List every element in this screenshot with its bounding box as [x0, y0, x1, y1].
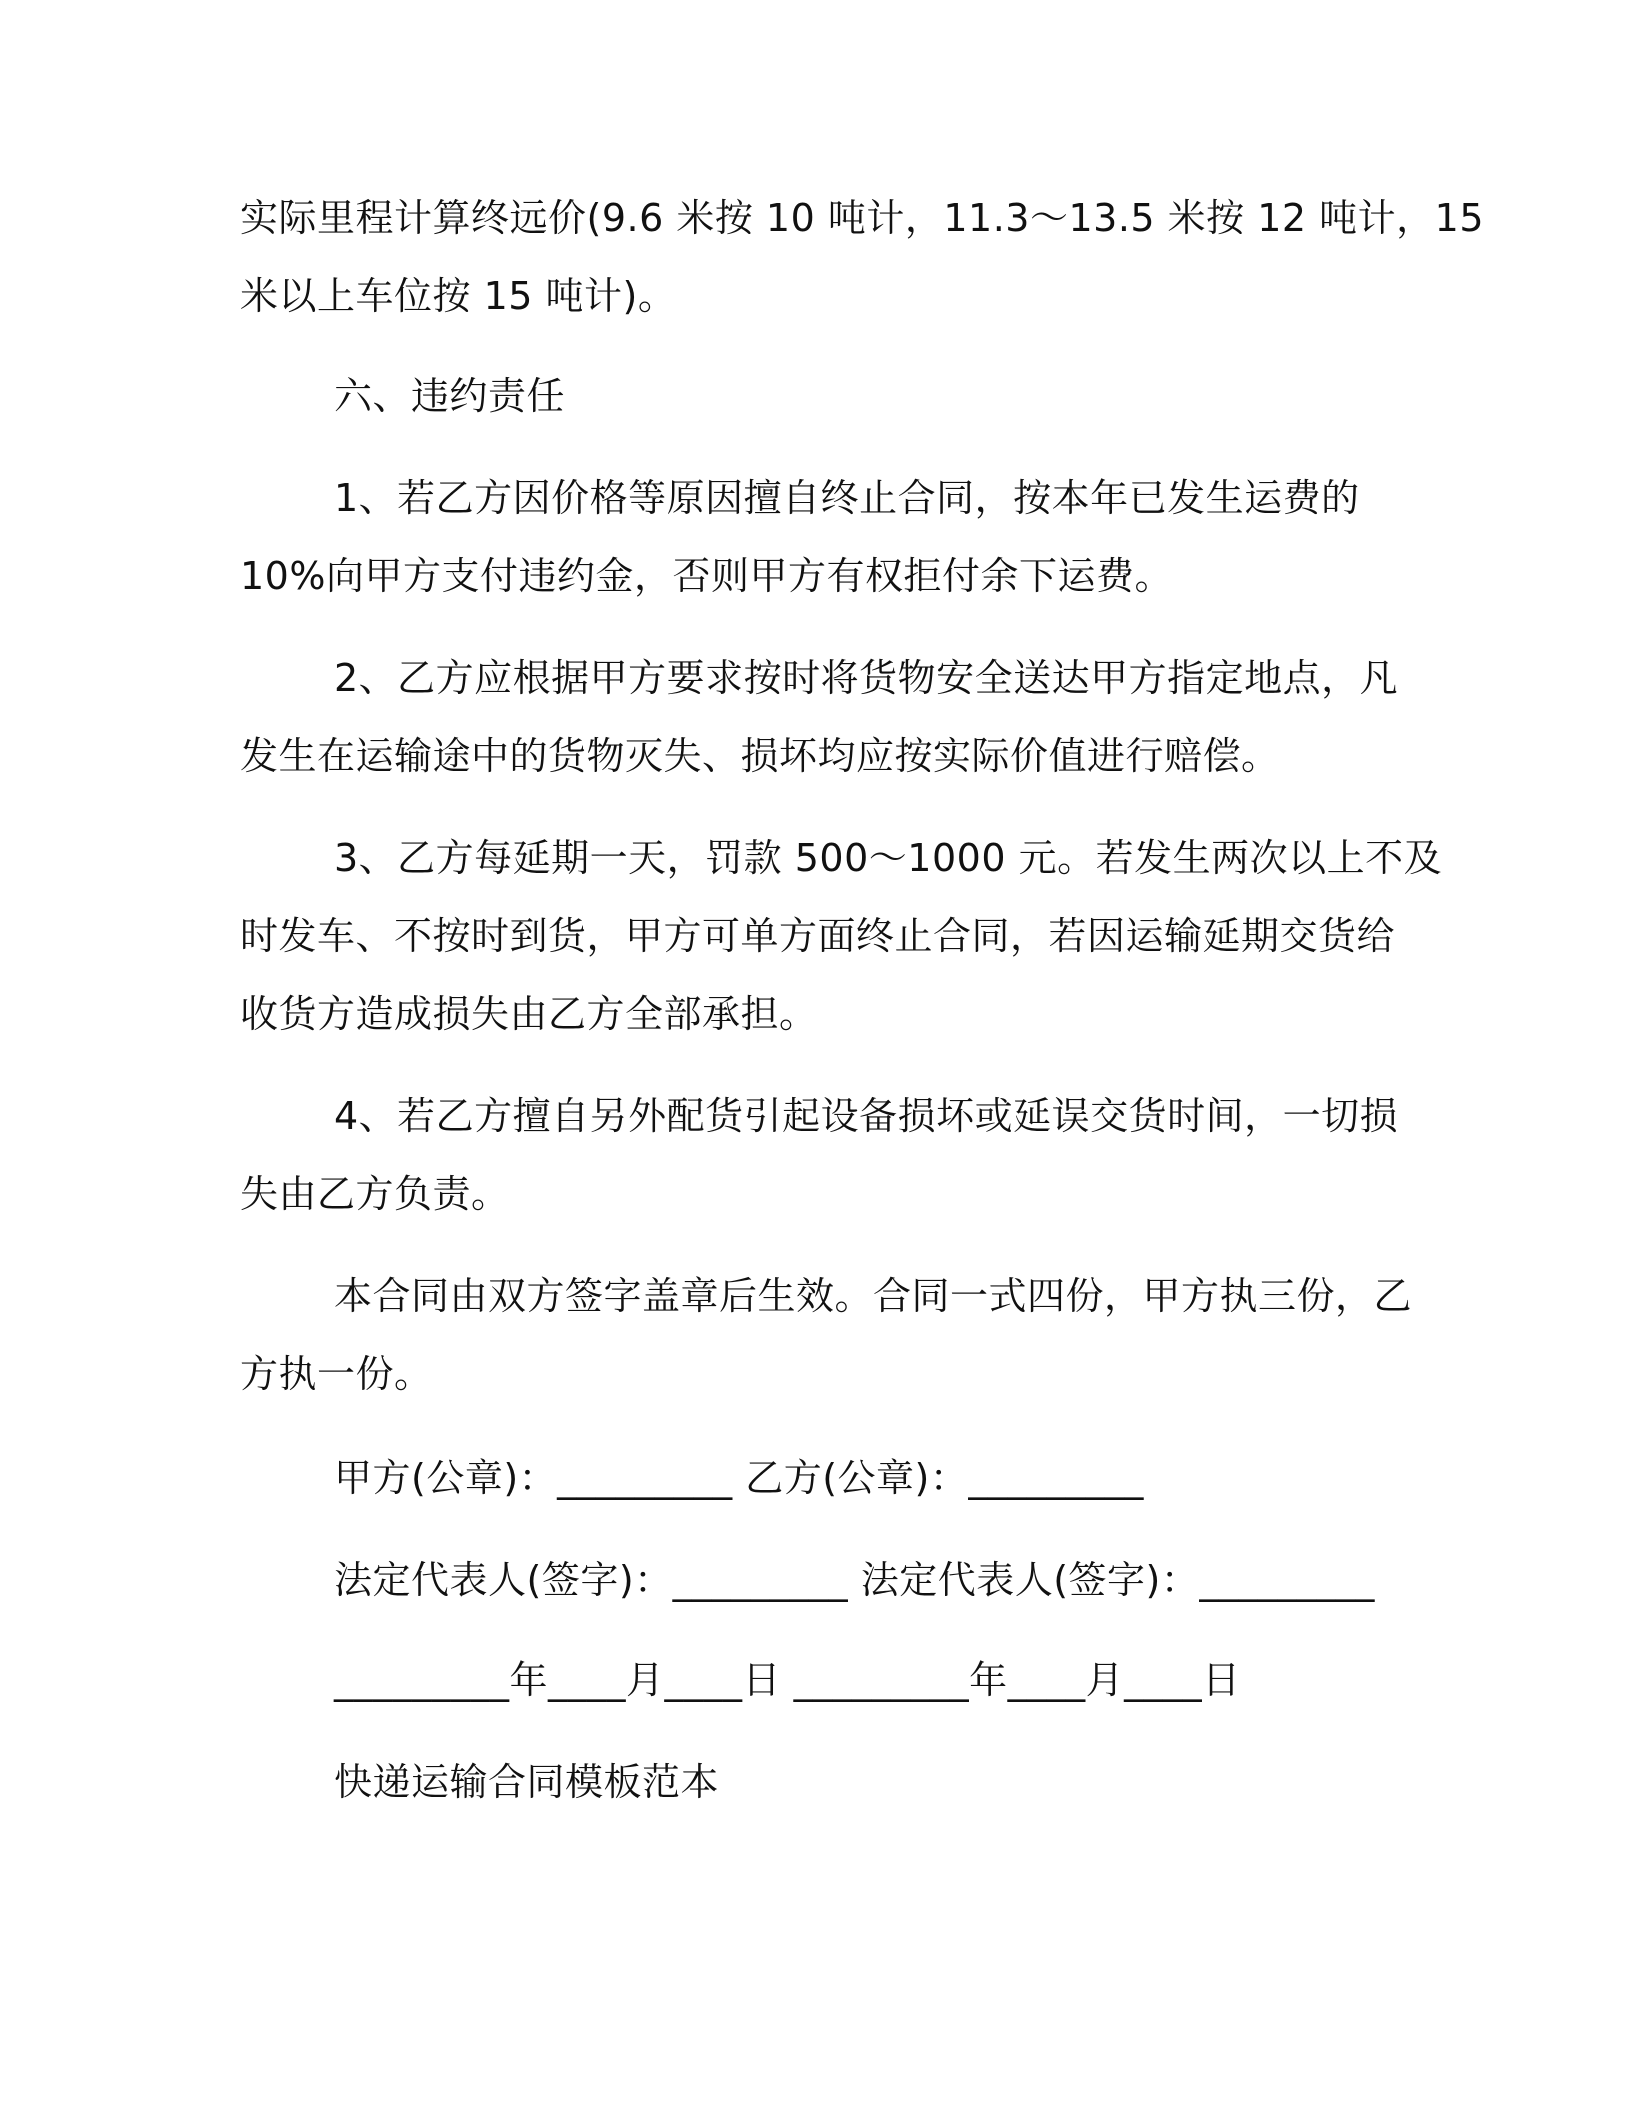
signature-representative-line: 法定代表人(签字)：_________ 法定代表人(签字)：_________ — [334, 1558, 1375, 1602]
clause-4-line-2: 失由乙方负责。 — [240, 1172, 510, 1216]
signature-seal-line: 甲方(公章)：_________ 乙方(公章)：_________ — [334, 1456, 1144, 1500]
text-line-1: 实际里程计算终远价(9.6 米按 10 吨计，11.3～13.5 米按 12 吨计，15 — [240, 196, 1485, 240]
effectiveness-line-2: 方执一份。 — [240, 1352, 433, 1396]
document-title-next: 快递运输合同模板范本 — [334, 1760, 720, 1804]
clause-3-line-2: 时发车、不按时到货，甲方可单方面终止合同，若因运输延期交货给 — [240, 914, 1396, 958]
clause-2-line-2: 发生在运输途中的货物灭失、损坏均应按实际价值进行赔偿。 — [240, 734, 1280, 778]
clause-1-line-2: 10%向甲方支付违约金，否则甲方有权拒付余下运费。 — [240, 554, 1173, 598]
clause-3-line-1: 3、乙方每延期一天，罚款 500～1000 元。若发生两次以上不及 — [334, 836, 1443, 880]
effectiveness-line-1: 本合同由双方签字盖章后生效。合同一式四份，甲方执三份，乙 — [334, 1274, 1413, 1318]
text-line-2: 米以上车位按 15 吨计)。 — [240, 274, 677, 318]
clause-2-line-1: 2、乙方应根据甲方要求按时将货物安全送达甲方指定地点，凡 — [334, 656, 1399, 700]
section-heading-breach: 六、违约责任 — [334, 374, 566, 418]
clause-3-line-3: 收货方造成损失由乙方全部承担。 — [240, 992, 818, 1036]
clause-4-line-1: 4、若乙方擅自另外配货引起设备损坏或延误交货时间，一切损 — [334, 1094, 1399, 1138]
clause-1-line-1: 1、若乙方因价格等原因擅自终止合同，按本年已发生运费的 — [334, 476, 1360, 520]
signature-date-line: _________年____月____日 _________年____月____日 — [334, 1658, 1241, 1702]
